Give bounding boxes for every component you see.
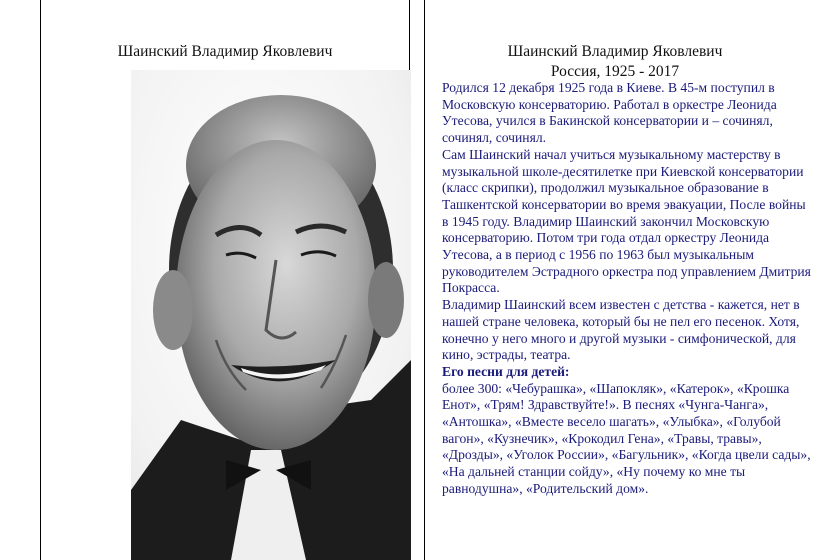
country-years: Россия, 1925 - 2017 <box>550 63 680 80</box>
composer-name: Шаинский Владимир Яковлевич <box>507 43 723 60</box>
songs-list: более 300: «Чебурашка», «Шапокляк», «Катерок», «Крошка Енот», «Трям! Здравствуйте!». В песнях «Чунга-Чанга», «Антошка», «Вместе весело шагать», «Улыбка», «Голубой вагон», «Кузнечик», «Крокодил Гена», «Травы, травы», «Дрозды», «Уголок России», «Багульник», «Когда цвели сады», «На дальней станции сойду», «Ну почему ко мне ты равнодушна», «Родительский дом». <box>442 380 811 496</box>
biography-card <box>424 0 816 560</box>
composer-portrait-photo <box>131 70 411 560</box>
bio-paragraph: Сам Шаинский начал учиться музыкальному мастерству в музыкальной школе-десятилетке при Киевской консерватории (класс скрипки), продолжил музыкальное образование в Ташкентской консерватории во время эвакуации, После войны в 1945 году. Владимир Шаинский закончил Московскую консерваторию. Потом три года отдал оркестру Леонида Утесова, а в период с 1956 по 1963 был музыкальным руководителем Эстрадного оркестра под управлением Дмитрия Покрасса. <box>442 146 811 296</box>
portrait-caption: Шаинский Владимир Яковлевич <box>117 43 333 60</box>
biography-text <box>442 80 812 498</box>
biography-header <box>425 42 805 82</box>
bio-paragraph: Владимир Шаинский всем известен с детства - кажется, нет в нашей стране человека, который бы не пел его песенок. Хотя, конечно у него много и другой музыки - симфонической, для кино, эстрады, театра. <box>442 297 800 363</box>
songs-heading: Его песни для детей: <box>442 363 570 379</box>
bio-paragraph: Родился 12 декабря 1925 года в Киеве. В 45-м поступил в Московскую консерваторию. Работал в оркестре Леонида Утесова, учился в Бакинской консерватории и – сочинял, сочинял, сочинял. <box>442 80 777 146</box>
portrait-card <box>40 0 410 560</box>
